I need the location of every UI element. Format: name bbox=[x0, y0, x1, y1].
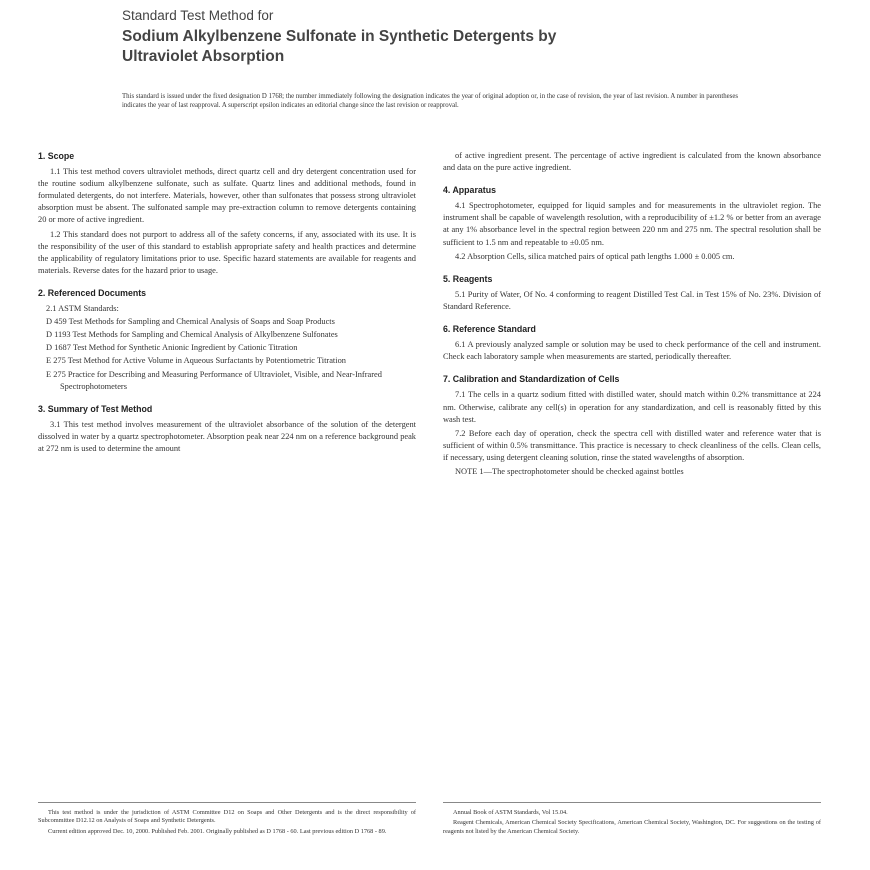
reference-item: D 1687 Test Method for Synthetic Anionic Ingredient by Cationic Titration bbox=[46, 343, 298, 353]
title-line-3: Ultraviolet Absorption bbox=[122, 48, 285, 65]
paragraph: 4.1 Spectrophotometer, equipped for liquid samples and for measurements in the ultraviolet region. The instrument shall be capable of wavelength resolution, with a reproducibility of ±1.2 % or better from an average at any 1% absorbance level in the spectral region between 220 nm and 275 nm. The spectral resolution shall be sufficient to 1.5 nm and repeatable to ±0.05 nm. bbox=[443, 201, 821, 247]
paragraph: 1.2 This standard does not purport to address all of the safety concerns, if any, associated with its use. It is the responsibility of the user of this standard to establish appropriate safety and health practices and determine the applicability of regulatory limitations prior to use. Specific hazard statements are available for reagents and materials. Reverse dates for the hazard prior to usage. bbox=[38, 229, 416, 275]
paragraph: 5.1 Purity of Water, Of No. 4 conforming to reagent Distilled Test Cal. in Test 15% of No. 23%. Division of Standard Reference. bbox=[443, 289, 821, 311]
paragraph: of active ingredient present. The percentage of active ingredient is calculated from the known absorbance and data on the pure active ingredient. bbox=[443, 151, 821, 173]
title-line-2: Sodium Alkylbenzene Sulfonate in Synthetic Detergents by bbox=[122, 28, 557, 45]
section-heading: 1. Scope bbox=[38, 151, 75, 161]
section-heading: 6. Reference Standard bbox=[443, 324, 536, 335]
reference-item: E 275 Practice for Describing and Measuring Performance of Ultraviolet, Visible, and Near-Infrared Spectrophotometers bbox=[46, 369, 382, 391]
left-column bbox=[38, 150, 416, 790]
section bbox=[443, 150, 821, 174]
section-heading: 7. Calibration and Standardization of Cells bbox=[443, 374, 620, 385]
reference-item: 2.1 ASTM Standards: bbox=[46, 304, 119, 314]
footnote: This test method is under the jurisdiction of ASTM Committee D12 on Soaps and Other Detergents and is the direct responsibility of Subcommittee D12.12 on Analysis of Soaps and Synthetic Detergents. bbox=[38, 809, 416, 825]
paragraph: 7.1 The cells in a quartz sodium fitted with distilled water, should match within 0.2% transmittance at 224 nm. Otherwise, calibrate any cell(s) in operation for any standardization, and cell is reasonably fitted by this wash test. bbox=[443, 390, 821, 424]
reference-item: D 1193 Test Methods for Sampling and Chemical Analysis of Alkylbenzene Sulfonates bbox=[46, 330, 338, 340]
title-line-1: Standard Test Method for bbox=[122, 8, 274, 23]
section-heading: 5. Reagents bbox=[443, 273, 493, 284]
paragraph: 6.1 A previously analyzed sample or solution may be used to check performance of the cell and instrument. Check each laboratory sample when measurements are started, periodically thereafter. bbox=[443, 340, 821, 362]
footnote: Current edition approved Dec. 10, 2000. Published Feb. 2001. Originally published as D 1768 - 60. Last previous edition D 1768 - 89. bbox=[48, 827, 387, 835]
paragraph: 4.2 Absorption Cells, silica matched pairs of optical path lengths 1.000 ± 0.005 cm. bbox=[455, 251, 735, 261]
section-heading: 4. Apparatus bbox=[443, 185, 496, 196]
section bbox=[443, 323, 821, 363]
reference-list bbox=[38, 303, 416, 393]
section bbox=[443, 184, 821, 263]
paragraph: NOTE 1—The spectrophotometer should be checked against bottles bbox=[455, 466, 684, 476]
footnote: Reagent Chemicals, American Chemical Society Specifications, American Chemical Society, Washington, DC. For suggestions on the testing of reagents not listed by the American Chemical Society. bbox=[443, 819, 821, 835]
paragraph: 3.1 This test method involves measurement of the ultraviolet absorbance of the solution of the detergent dissolved in water by a quartz spectrophotometer. Absorption peak near 224 nm on a reference background peak at 272 nm is used to determine the amount bbox=[38, 419, 416, 453]
section bbox=[38, 403, 416, 455]
section bbox=[38, 150, 416, 277]
reference-item: D 459 Test Methods for Sampling and Chemical Analysis of Soaps and Soap Products bbox=[46, 317, 335, 327]
footnotes-right bbox=[443, 802, 821, 838]
paragraph: 1.1 This test method covers ultraviolet methods, direct quartz cell and dry detergent concentration used for the routine sodium alkylbenzene sulfonate, such as sulfate. Quartz lines and additional methods, found in formulated detergents, do not interfere. Materials, however, other than sulfonates that possess strong ultraviolet absorption must be absent. The sulfonated sample may pre-extraction column to remove detergents containing 20 or more of active ingredient. bbox=[38, 167, 416, 225]
section bbox=[443, 273, 821, 313]
designation-note: This standard is issued under the fixed designation D 1768; the number immediately following the designation indicates the year of original adoption or, in the case of revision, the year of last revision. A number in parentheses indicates the year of last reapproval. A superscript epsilon indicates an editorial change since the last revision or reapproval. bbox=[122, 93, 738, 109]
section bbox=[38, 287, 416, 393]
footnotes-left bbox=[38, 802, 416, 838]
right-column bbox=[443, 150, 821, 790]
section-heading: 2. Referenced Documents bbox=[38, 287, 147, 298]
footnote: Annual Book of ASTM Standards, Vol 15.04. bbox=[453, 809, 568, 816]
reference-item: E 275 Test Method for Active Volume in Aqueous Surfactants by Potentiometric Titration bbox=[46, 356, 346, 366]
paragraph: 7.2 Before each day of operation, check the spectra cell with distilled water and reference water that is sufficient of within 0.5% transmittance. This practice is necessary to check cleanliness of the cells. Clean cells, if necessary, using detergent cleaning solution, rinse the stated wavelengths of absorption. bbox=[443, 428, 821, 462]
section-heading: 3. Summary of Test Method bbox=[38, 403, 153, 414]
section bbox=[443, 373, 821, 478]
